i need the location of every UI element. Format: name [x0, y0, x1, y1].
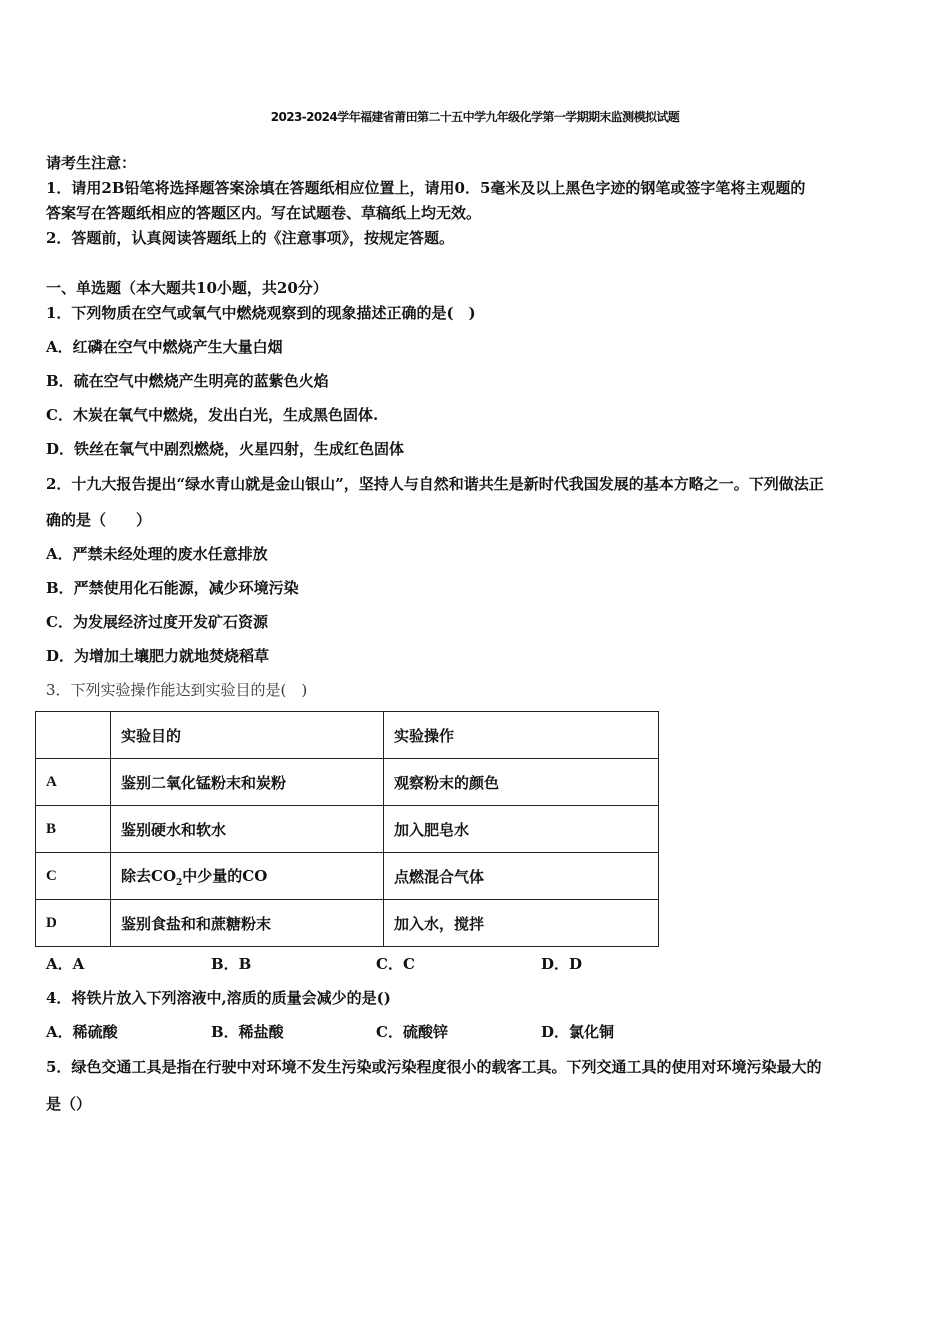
table-row — [36, 806, 659, 853]
row-purpose: 鉴别食盐和和蔗糖粉末 — [111, 900, 384, 947]
question-1-stem: 1．下列物质在空气或氧气中燃烧观察到的现象描述正确的是( ) — [46, 304, 476, 322]
purpose-text-post: 中少量的CO — [182, 866, 268, 885]
question-4-option-d: D．氯化铜 — [541, 1023, 615, 1041]
notice-item-1-line-2: 答案写在答题纸相应的答题区内。写在试题卷、草稿纸上均无效。 — [46, 204, 482, 222]
question-2-option-d: D．为增加土壤肥力就地焚烧稻草 — [46, 647, 270, 665]
row-operation: 观察粉末的颜色 — [384, 759, 659, 806]
question-2-option-a: A．严禁未经处理的废水任意排放 — [46, 545, 268, 563]
question-2-stem-line-2: 确的是（ ） — [46, 511, 152, 529]
question-1-option-b: B．硫在空气中燃烧产生明亮的蓝紫色火焰 — [46, 372, 329, 390]
question-1-option-a: A．红磷在空气中燃烧产生大量白烟 — [46, 338, 283, 356]
table-row — [36, 853, 659, 900]
question-3-option-d: D．D — [541, 955, 583, 973]
table-row — [36, 759, 659, 806]
question-5-stem-line-2: 是（） — [46, 1095, 92, 1113]
question-4-option-c: C．硫酸锌 — [376, 1023, 448, 1041]
question-1-option-d: D．铁丝在氧气中剧烈燃烧，火星四射，生成红色固体 — [46, 440, 405, 458]
row-operation: 加入肥皂水 — [384, 806, 659, 853]
table-header-cell — [36, 712, 111, 759]
page-title: 2023-2024学年福建省莆田第二十五中学九年级化学第一学期期末监测模拟试题 — [270, 110, 680, 124]
question-2-stem-line-1: 2．十九大报告提出“绿水青山就是金山银山”，坚持人与自然和谐共生是新时代我国发展的基本方略之一。下列做法正 — [46, 475, 824, 493]
question-4-option-a: A．稀硫酸 — [46, 1023, 118, 1041]
question-3-option-b: B．B — [211, 955, 252, 973]
row-key: A — [36, 759, 111, 806]
row-operation: 点燃混合气体 — [384, 853, 659, 900]
question-2-option-b: B．严禁使用化石能源，减少环境污染 — [46, 579, 299, 597]
question-3-option-a: A．A — [46, 955, 85, 973]
question-1-option-c: C．木炭在氧气中燃烧，发出白光，生成黑色固体. — [46, 406, 379, 424]
question-3-stem: 3．下列实验操作能达到实验目的是( ) — [46, 681, 308, 699]
row-key: D — [36, 900, 111, 947]
table-row — [36, 900, 659, 947]
notice-item-2: 2．答题前，认真阅读答题纸上的《注意事项》，按规定答题。 — [46, 229, 454, 247]
row-purpose: 鉴别二氧化锰粉末和炭粉 — [111, 759, 384, 806]
purpose-text-pre: 除去CO — [121, 866, 177, 885]
purpose-subscript: 2 — [176, 877, 183, 888]
notice-heading: 请考生注意： — [46, 154, 137, 172]
table-header-row — [36, 712, 659, 759]
row-purpose: 鉴别硬水和软水 — [111, 806, 384, 853]
row-key: C — [36, 853, 111, 900]
experiment-table — [35, 711, 659, 947]
table-header-cell: 实验目的 — [111, 712, 384, 759]
row-operation: 加入水，搅拌 — [384, 900, 659, 947]
question-3-option-c: C．C — [376, 955, 415, 973]
question-5-stem-line-1: 5．绿色交通工具是指在行驶中对环境不发生污染或污染程度很小的载客工具。下列交通工具的使用对环境污染最大的 — [46, 1058, 822, 1076]
table-header-cell: 实验操作 — [384, 712, 659, 759]
question-2-option-c: C．为发展经济过度开发矿石资源 — [46, 613, 268, 631]
question-4-option-b: B．稀盐酸 — [211, 1023, 284, 1041]
row-key: B — [36, 806, 111, 853]
section-heading: 一、单选题（本大题共10小题，共20分） — [46, 279, 328, 297]
notice-item-1-line-1: 1．请用2B铅笔将选择题答案涂填在答题纸相应位置上，请用0．5毫米及以上黑色字迹的钢笔或签字笔将主观题的 — [46, 179, 806, 197]
question-4-stem: 4．将铁片放入下列溶液中,溶质的质量会减少的是() — [46, 989, 391, 1007]
row-purpose — [111, 853, 384, 900]
